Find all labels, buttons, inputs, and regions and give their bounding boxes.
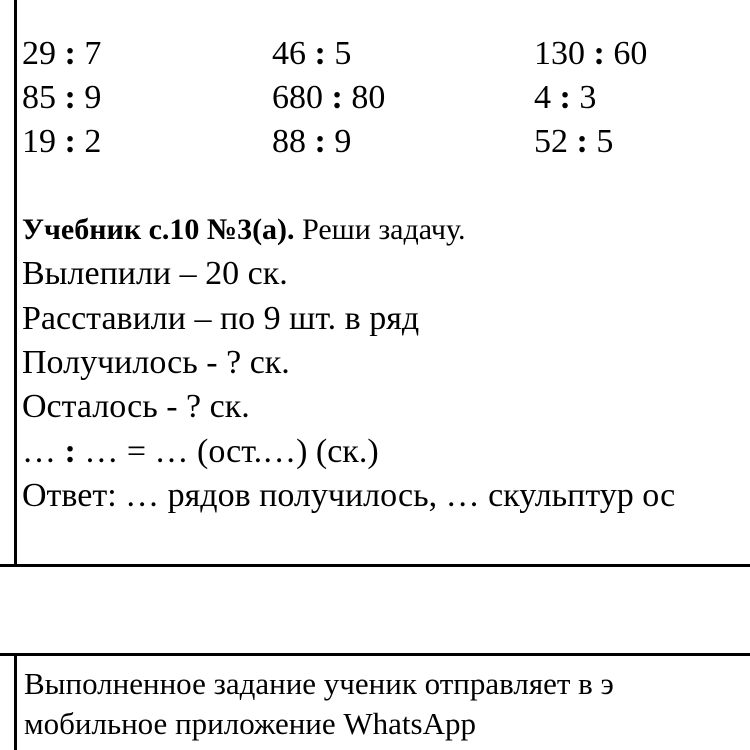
task-line-4: Осталось - ? ск.	[22, 388, 250, 425]
example-c1-r1: 29 : 7	[22, 35, 102, 72]
example-c1-r3: 19 : 2	[22, 123, 102, 160]
example-c3-r2: 4 : 3	[534, 79, 597, 116]
solution-formula: … : … = … (ост.…) (ск.)	[22, 433, 379, 470]
example-c2-r2: 680 : 80	[272, 79, 386, 116]
task-line-2: Расставили – по 9 шт. в ряд	[22, 300, 420, 337]
task-instruction: Реши задачу.	[294, 213, 466, 246]
textbook-reference: Учебник с.10 №3(а).	[22, 213, 295, 246]
table-left-border-top	[14, 0, 17, 567]
footer-line-2: мобильное приложение WhatsApp	[24, 706, 476, 741]
footer-left-border	[14, 653, 17, 750]
task-line-1: Вылепили – 20 ск.	[22, 255, 288, 292]
footer-top-border	[0, 653, 750, 656]
example-c3-r3: 52 : 5	[534, 123, 614, 160]
task-line-3: Получилось - ? ск.	[22, 344, 290, 381]
example-c3-r1: 130 : 60	[534, 35, 648, 72]
example-c2-r3: 88 : 9	[272, 123, 352, 160]
example-c1-r2: 85 : 9	[22, 79, 102, 116]
example-c2-r1: 46 : 5	[272, 35, 352, 72]
answer-line: Ответ: … рядов получилось, … скульптур ос	[22, 477, 676, 514]
task-heading	[22, 212, 465, 248]
table-bottom-border	[0, 564, 750, 567]
footer-line-1: Выполненное задание ученик отправляет в э	[24, 666, 614, 701]
